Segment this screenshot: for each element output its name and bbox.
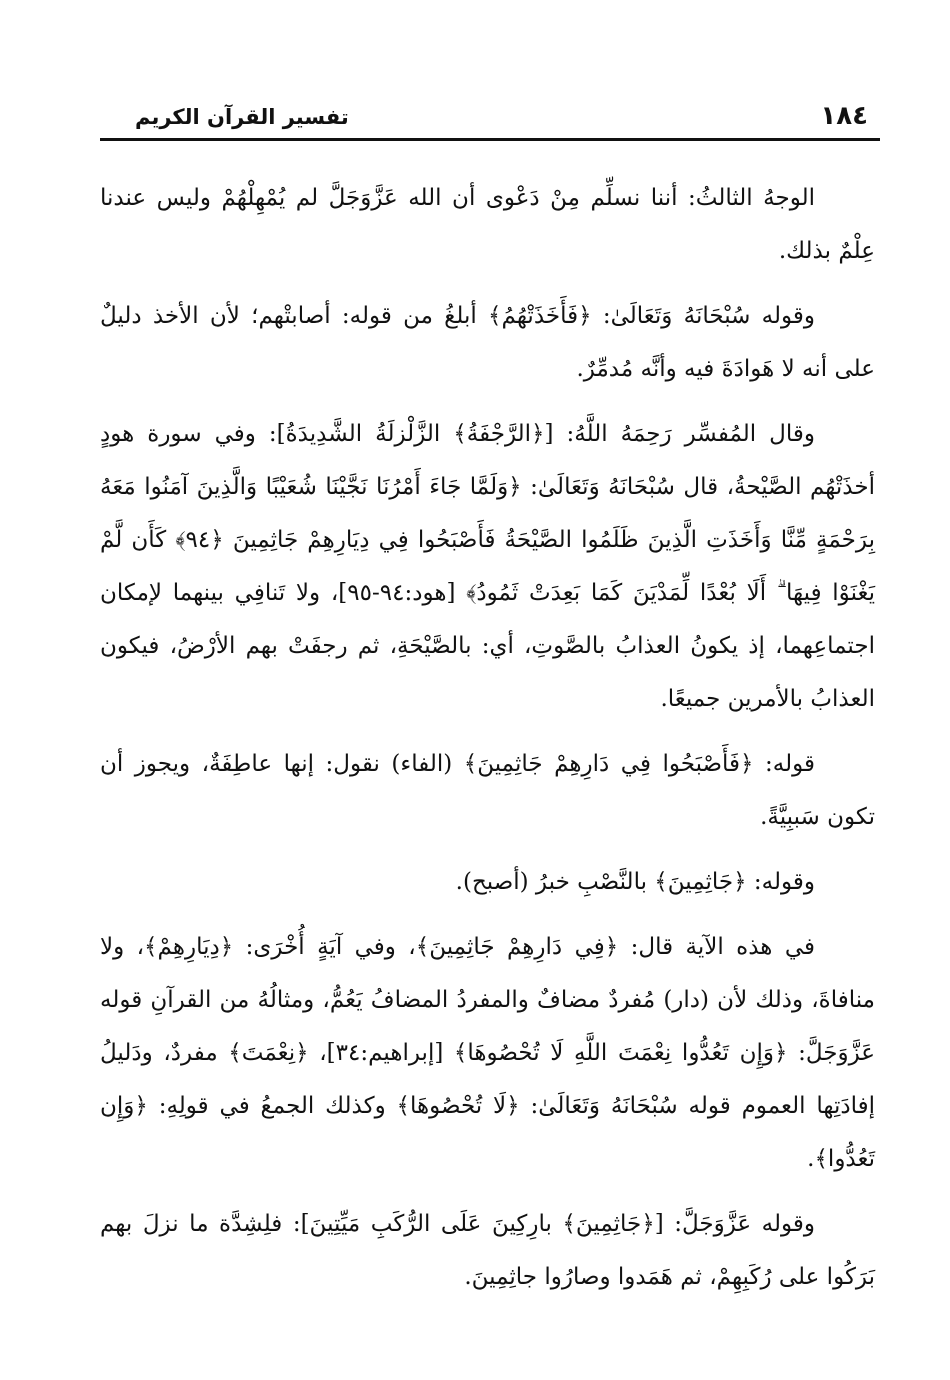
paragraph-jathimin-meaning: وقوله عَزَّوَجَلَّ: [﴿جَاثِمِينَ﴾ بارِكِينَ عَلَى الرُّكَبِ مَيِّتِينَ]: فلِشِدَّة ما نزلَ بهم بَرَكُوا على رُكَبِهِمْ، ثم هَمَدوا وصارُوا جاثِمِينَ. [100, 1211, 875, 1290]
paragraph-dar-diyar: في هذه الآية قال: ﴿فِي دَارِهِمْ جَاثِمِينَ﴾، وفي آيَةٍ أُخْرَى: ﴿دِيَارِهِمْ﴾، ولا منافاةَ، وذلك لأن (دار) مُفردٌ مضافٌ والمفردُ المضافُ يَعُمُّ، ومثالُهُ من القرآنِ قوله عَزَّوَجَلَّ: ﴿وَإِن تَعُدُّوا نِعْمَتَ اللَّهِ لَا تُحْصُوهَا﴾ [إبراهيم:٣٤]، ﴿نِعْمَتَ﴾ مفردٌ، ودَليلُ إفادَتِها العموم قوله سُبْحَانَهُ وَتَعَالَىٰ: ﴿لَا تُحْصُوهَا﴾ وكذلك الجمعُ في قولِهِ: ﴿وَإِن تَعُدُّوا﴾. [100, 934, 876, 1172]
page-header [100, 95, 880, 140]
header-divider [100, 138, 880, 141]
page-body [100, 172, 875, 1316]
page-number: ١٨٤ [820, 101, 868, 131]
paragraph-jathimin-grammar: وقوله: ﴿جَاثِمِينَ﴾ بالنَّصْبِ خبرُ (أصبح). [455, 869, 815, 895]
paragraph-third-aspect: الوجهُ الثالثُ: أننا نسلِّم مِنْ دَعْوى أن الله عَزَّوَجَلَّ لم يُمْهِلْهُمْ وليس عندنا عِلْمٌ بذلك. [100, 185, 875, 264]
paragraph-rajfa: وقال المُفسِّر رَحِمَهُ اللَّهُ: [﴿الرَّجْفَةُ﴾ الزَّلْزلَةُ الشَّدِيدَةُ]: وفي سورة هودٍ أخذَتْهُم الصَّيْحةُ، قال سُبْحَانَهُ وَتَعَالَىٰ: ﴿وَلَمَّا جَاءَ أَمْرُنَا نَجَّيْنَا شُعَيْبًا وَالَّذِينَ آمَنُوا مَعَهُ بِرَحْمَةٍ مِّنَّا وَأَخَذَتِ الَّذِينَ ظَلَمُوا الصَّيْحَةُ فَأَصْبَحُوا فِي دِيَارِهِمْ جَاثِمِينَ ﴿٩٤﴾ كَأَن لَّمْ يَغْنَوْا فِيهَا ۗ أَلَا بُعْدًا لِّمَدْيَنَ كَمَا بَعِدَتْ ثَمُودُ﴾ [هود:٩٤-٩٥]، ولا تَنافِي بينهما لإمكان اجتماعِهما، إذ يكونُ العذابُ بالصَّوتِ، أي: بالصَّيْحَةِ، ثم رجفَتْ بهم الأرْضُ، فيكون العذابُ بالأمرين جميعًا. [100, 421, 876, 712]
running-title: تفسير القرآن الكريم [135, 105, 349, 129]
paragraph-fa-usage: قوله: ﴿فَأَصْبَحُوا فِي دَارِهِمْ جَاثِمِينَ﴾ (الفاء) نقول: إنها عاطِفَةٌ، ويجوز أن تكون سَببِيَّةً. [100, 751, 875, 830]
paragraph-akhadhat: وقوله سُبْحَانَهُ وَتَعَالَىٰ: ﴿فَأَخَذَتْهُمُ﴾ أبلغُ من قوله: أصابتْهم؛ لأن الأخذ دليلٌ على أنه لا هَوادَةَ فيه وأنَّه مُدمِّرٌ. [100, 303, 875, 382]
